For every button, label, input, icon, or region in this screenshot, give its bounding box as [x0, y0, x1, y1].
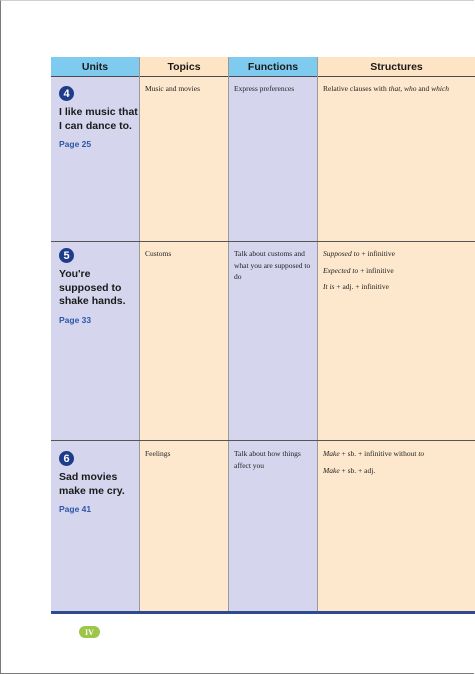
structure-line	[323, 281, 471, 293]
structures-column	[318, 77, 475, 612]
function-cell: Talk about how things affect you	[234, 449, 301, 470]
header-structures: Structures	[318, 57, 475, 76]
column-divider	[139, 57, 140, 612]
unit-title: You're supposed to shake hands.	[59, 268, 126, 307]
topic-cell: Feelings	[145, 449, 171, 458]
topic-cell: Customs	[145, 249, 172, 258]
unit-title: I like music that I can dance to.	[59, 106, 138, 132]
structures-cell	[323, 248, 471, 298]
structure-keyword: It is	[323, 282, 335, 291]
structures-cell	[323, 448, 471, 481]
unit-cell-6	[59, 451, 139, 514]
structure-keyword: Supposed to	[323, 249, 360, 258]
header-topics: Topics	[140, 57, 228, 76]
structures-cell	[323, 83, 471, 100]
topic-cell: Music and movies	[145, 84, 200, 93]
structure-line	[323, 465, 471, 477]
unit-cell-5	[59, 248, 139, 325]
unit-number-badge: 6	[59, 451, 74, 466]
table-bottom-rule	[51, 611, 475, 614]
unit-page-link[interactable]: Page 41	[59, 504, 92, 514]
function-cell: Express preferences	[234, 84, 295, 93]
structure-text: + adj. + infinitive	[334, 282, 389, 291]
structure-line	[323, 448, 471, 460]
unit-title: Sad movies make me cry.	[59, 471, 125, 497]
structure-keyword: that, who	[388, 84, 417, 93]
topics-column	[140, 77, 228, 612]
row-divider	[51, 440, 475, 441]
structure-keyword: to	[418, 449, 425, 458]
contents-table	[51, 57, 475, 614]
structure-text: + infinitive	[359, 249, 395, 258]
unit-page-link[interactable]: Page 25	[59, 139, 92, 149]
structure-line	[323, 83, 471, 95]
row-divider	[51, 241, 475, 242]
structure-keyword: which	[431, 84, 450, 93]
column-divider	[228, 57, 229, 612]
unit-number-badge: 5	[59, 248, 74, 263]
structure-text: + sb. + infinitive without	[339, 449, 419, 458]
column-divider	[317, 57, 318, 612]
structure-line	[323, 265, 471, 277]
header-functions: Functions	[229, 57, 317, 76]
functions-column	[229, 77, 317, 612]
header-units: Units	[51, 57, 139, 76]
unit-cell-4	[59, 86, 139, 149]
page-number-badge: IV	[79, 626, 100, 638]
structure-line	[323, 248, 471, 260]
unit-page-link[interactable]: Page 33	[59, 314, 92, 325]
structure-text: Relative clauses with	[323, 84, 389, 93]
unit-number-badge: 4	[59, 86, 74, 101]
structure-keyword: Expected to	[323, 265, 359, 275]
function-cell: Talk about customs and what you are supposed to do	[234, 249, 311, 281]
structure-text: + sb. + adj.	[339, 465, 376, 475]
structure-text: + infinitive	[358, 265, 394, 275]
structure-text: and	[416, 84, 432, 93]
units-column	[51, 77, 139, 612]
structure-keyword: Make	[323, 449, 340, 458]
structure-keyword: Make	[323, 465, 340, 475]
